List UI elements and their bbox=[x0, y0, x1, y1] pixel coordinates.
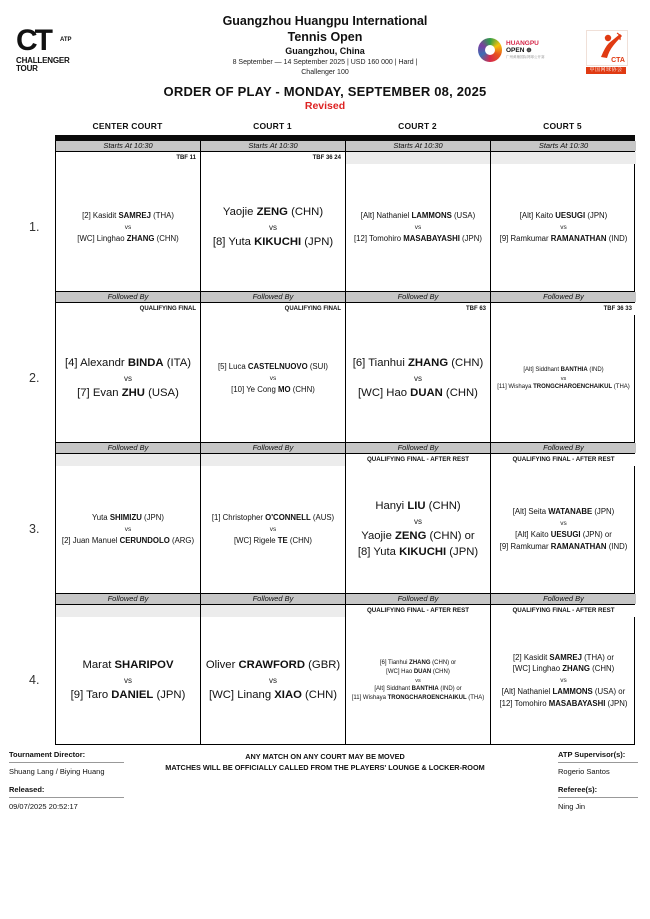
player-side-1 bbox=[361, 210, 475, 222]
player-side-1 bbox=[82, 657, 173, 674]
referee-value: Ning Jin bbox=[558, 802, 586, 811]
vs-label: vs bbox=[560, 375, 567, 382]
player-name: [6] Tianhui ZHANG (CHN) bbox=[352, 357, 484, 370]
followed-by-bar: Followed By bbox=[201, 443, 346, 453]
player-name: [7] Evan ZHU (USA) bbox=[77, 387, 179, 399]
released-value: 09/07/2025 20:52:17 bbox=[9, 802, 78, 811]
player-side-1 bbox=[513, 652, 614, 675]
player-side-2 bbox=[209, 687, 337, 704]
player-name: Yuta SHIMIZU (JPN) bbox=[92, 513, 164, 523]
player-name: [WC] Rigele TE (CHN) bbox=[234, 536, 312, 545]
followed-by-bar: Followed By bbox=[56, 594, 201, 604]
row-number: 4. bbox=[29, 672, 40, 687]
vs-label: vs bbox=[414, 224, 422, 231]
huangpu-label: HUANGPU bbox=[506, 39, 539, 47]
player-side-2 bbox=[500, 686, 628, 709]
player-name: [8] Yuta KIKUCHI (JPN) bbox=[212, 236, 334, 248]
tournament-location: Guangzhou, China bbox=[285, 46, 365, 57]
player-side-1 bbox=[223, 204, 323, 221]
match bbox=[56, 466, 200, 593]
match-round-tag bbox=[491, 152, 636, 164]
player-side-1 bbox=[206, 657, 340, 674]
player-name: [WC] Linghao ZHANG (CHN) bbox=[512, 664, 615, 674]
match-round-tag bbox=[201, 605, 345, 617]
player-side-2 bbox=[62, 535, 194, 547]
notice-line2: MATCHES WILL BE OFFICIALLY CALLED FROM THE PLAYERS' LOUNGE & LOCKER-ROOM bbox=[165, 763, 485, 773]
cta-logo bbox=[586, 30, 626, 74]
player-name: [WC] Linghao ZHANG (CHN) bbox=[77, 234, 179, 243]
tournament-details-line2: Challenger 100 bbox=[301, 69, 349, 77]
player-side-2 bbox=[234, 535, 312, 547]
row-number: 3. bbox=[29, 521, 40, 536]
followed-by-bar: Followed By bbox=[56, 292, 201, 302]
match-round-tag: QUALIFYING FINAL - AFTER REST bbox=[346, 605, 490, 617]
match bbox=[346, 466, 490, 593]
match-round-tag: TBF 11 bbox=[56, 152, 200, 164]
player-name: [9] Taro DANIEL (JPN) bbox=[70, 689, 186, 701]
order-row-3 bbox=[29, 454, 635, 593]
divider bbox=[9, 762, 124, 763]
player-name: [1] Christopher O'CONNELL (AUS) bbox=[211, 513, 335, 523]
followed-by-row bbox=[55, 593, 635, 605]
player-name: [11] Wishaya TRONGCHAROENCHAIKUL (THA) bbox=[497, 383, 630, 390]
player-name: Yaojie ZENG (CHN) or bbox=[361, 529, 475, 542]
player-name: [9] Ramkumar RAMANATHAN (IND) bbox=[499, 234, 628, 243]
match bbox=[56, 164, 200, 291]
match-cell bbox=[346, 605, 491, 744]
court-header-court-2: COURT 2 bbox=[398, 121, 437, 131]
followed-by-bar: Followed By bbox=[346, 443, 491, 453]
player-side-1 bbox=[375, 498, 460, 515]
match-cell bbox=[491, 454, 636, 593]
vs-label: vs bbox=[415, 677, 421, 684]
starts-at-bar: Starts At 10:30 bbox=[201, 141, 346, 151]
match-round-tag: TBF 63 bbox=[346, 303, 490, 315]
vs-label: vs bbox=[414, 374, 422, 383]
player-name: [WC] Linang XIAO (CHN) bbox=[208, 689, 338, 701]
player-side-1 bbox=[380, 659, 456, 677]
match-cell bbox=[346, 303, 491, 442]
row-number: 2. bbox=[29, 370, 40, 385]
player-side-2 bbox=[500, 529, 628, 552]
player-name: [9] Ramkumar RAMANATHAN (IND) bbox=[499, 541, 628, 551]
player-name: [12] Tomohiro MASABAYASHI (JPN) bbox=[499, 698, 628, 708]
court-header-court-5: COURT 5 bbox=[543, 121, 582, 131]
order-row-1 bbox=[29, 152, 635, 291]
player-side-1 bbox=[82, 210, 174, 222]
player-side-2 bbox=[358, 385, 478, 402]
vs-label: vs bbox=[269, 223, 277, 232]
vs-label: vs bbox=[560, 224, 567, 231]
player-name: Oliver CRAWFORD (GBR) bbox=[205, 659, 341, 672]
player-name: [Alt] Seita WATANABE (JPN) bbox=[512, 507, 615, 517]
player-name: [WC] Hao DUAN (CHN) bbox=[358, 387, 478, 399]
order-row-4 bbox=[29, 605, 635, 744]
player-name: [5] Luca CASTELNUOVO (SUI) bbox=[217, 362, 329, 372]
player-name: [4] Alexandr BINDA (ITA) bbox=[65, 357, 191, 370]
match bbox=[201, 164, 345, 291]
match-cell bbox=[56, 605, 201, 744]
tour-label: TOUR bbox=[16, 64, 38, 74]
vs-label: vs bbox=[269, 375, 277, 382]
player-name: [6] Tianhui ZHANG (CHN) or bbox=[379, 659, 457, 666]
player-side-2 bbox=[352, 685, 485, 703]
match-cell bbox=[201, 454, 346, 593]
starts-at-bar: Starts At 10:30 bbox=[346, 141, 491, 151]
order-row-2 bbox=[29, 303, 635, 442]
revised-label: Revised bbox=[304, 100, 346, 112]
followed-by-bar: Followed By bbox=[346, 292, 491, 302]
match-round-tag: QUALIFYING FINAL bbox=[201, 303, 345, 315]
match bbox=[346, 164, 490, 291]
player-name: [11] Wishaya TRONGCHAROENCHAIKUL (THA) bbox=[351, 694, 485, 701]
match bbox=[491, 617, 636, 744]
match bbox=[201, 466, 345, 593]
tournament-name-line2: Tennis Open bbox=[287, 29, 363, 44]
match-round-tag bbox=[201, 454, 345, 466]
match bbox=[201, 617, 345, 744]
match bbox=[201, 315, 345, 442]
match bbox=[346, 315, 490, 442]
referee-label: Referee(s): bbox=[558, 785, 598, 794]
court-header-center-court: CENTER COURT bbox=[92, 121, 163, 131]
player-side-1 bbox=[513, 506, 615, 518]
notice-line1: ANY MATCH ON ANY COURT MAY BE MOVED bbox=[245, 752, 405, 761]
player-name: Hanyi LIU (CHN) bbox=[375, 499, 461, 512]
player-side-2 bbox=[71, 687, 186, 704]
huangpu-open-logo bbox=[478, 38, 545, 62]
match-cell bbox=[201, 303, 346, 442]
match-cell bbox=[201, 605, 346, 744]
player-name: [2] Juan Manuel CERUNDOLO (ARG) bbox=[61, 536, 195, 545]
player-name: [12] Tomohiro MASABAYASHI (JPN) bbox=[354, 234, 482, 243]
vs-label: vs bbox=[269, 526, 277, 533]
order-of-play-table bbox=[29, 135, 635, 745]
player-side-2 bbox=[77, 385, 179, 402]
tournament-details-line1: 8 September — 14 September 2025 | USD 160 000 | Hard | bbox=[232, 59, 418, 67]
player-name: [10] Ye Cong MO (CHN) bbox=[231, 385, 315, 394]
match bbox=[56, 617, 200, 744]
player-side-2 bbox=[77, 233, 178, 245]
released-label: Released: bbox=[9, 785, 45, 794]
atp-supervisor-label: ATP Supervisor(s): bbox=[558, 750, 626, 759]
followed-by-bar: Followed By bbox=[346, 594, 491, 604]
player-side-1 bbox=[520, 210, 608, 222]
followed-by-bar: Followed By bbox=[201, 594, 346, 604]
tournament-director-value: Shuang Lang / Biying Huang bbox=[9, 767, 105, 776]
court-headers bbox=[55, 121, 635, 131]
player-name: [Alt] Kaito UESUGI (JPN) or bbox=[515, 530, 612, 540]
followed-by-bar: Followed By bbox=[56, 443, 201, 453]
challenger-label: CHALLENGER bbox=[16, 56, 70, 65]
match-round-tag: QUALIFYING FINAL - AFTER REST bbox=[491, 605, 636, 617]
player-name: Yaojie ZENG (CHN) bbox=[222, 206, 324, 219]
starts-at-bar: Starts At 10:30 bbox=[56, 141, 201, 151]
open-label: OPEN ⊕ bbox=[506, 47, 532, 54]
starts-at-bar: Starts At 10:30 bbox=[491, 141, 636, 151]
match bbox=[491, 466, 636, 593]
vs-label: vs bbox=[124, 526, 132, 533]
player-name: Marat SHARIPOV bbox=[82, 659, 174, 672]
player-name: [2] Kasidit SAMREJ (THA) or bbox=[513, 652, 614, 662]
player-side-1 bbox=[218, 361, 328, 373]
player-side-2 bbox=[213, 234, 333, 251]
match bbox=[491, 164, 636, 291]
vs-label: vs bbox=[124, 224, 132, 231]
match-round-tag bbox=[56, 454, 200, 466]
match-round-tag: QUALIFYING FINAL bbox=[56, 303, 200, 315]
divider bbox=[558, 797, 638, 798]
player-name: [Alt] Siddhant BANTHIA (IND) or bbox=[374, 685, 462, 692]
player-side-2 bbox=[358, 528, 478, 562]
player-name: [Alt] Siddhant BANTHIA (IND) bbox=[523, 366, 604, 373]
player-side-2 bbox=[500, 233, 628, 245]
match-round-tag bbox=[56, 605, 200, 617]
match-cell bbox=[56, 303, 201, 442]
tournament-header bbox=[0, 14, 650, 78]
match-cell bbox=[56, 454, 201, 593]
starts-at-row bbox=[55, 141, 635, 152]
match-cell bbox=[201, 152, 346, 291]
huangpu-chinese-label: 广州黄埔国际网球公开赛 bbox=[506, 55, 545, 60]
vs-label: vs bbox=[269, 676, 277, 685]
divider bbox=[9, 797, 124, 798]
cta-player-icon: CTA bbox=[586, 30, 628, 66]
match-round-tag: TBF 36 33 bbox=[491, 303, 636, 315]
vs-label: vs bbox=[124, 374, 132, 383]
vs-label: vs bbox=[414, 516, 422, 526]
match-cell bbox=[491, 152, 636, 291]
player-side-1 bbox=[65, 355, 191, 372]
player-side-1 bbox=[92, 512, 164, 524]
vs-label: vs bbox=[124, 676, 132, 685]
followed-by-row bbox=[55, 442, 635, 454]
tournament-name-line1: Guangzhou Huangpu International bbox=[222, 14, 428, 28]
followed-by-row bbox=[55, 291, 635, 303]
match bbox=[491, 315, 636, 442]
match-cell bbox=[56, 152, 201, 291]
followed-by-bar: Followed By bbox=[491, 443, 636, 453]
vs-label: vs bbox=[560, 677, 567, 684]
match bbox=[346, 617, 490, 744]
match-round-tag bbox=[346, 152, 490, 164]
player-side-2 bbox=[354, 233, 482, 245]
huangpu-flower-icon bbox=[478, 38, 502, 62]
player-name: [WC] Hao DUAN (CHN) bbox=[386, 668, 450, 675]
divider bbox=[558, 762, 638, 763]
court-header-court-1: COURT 1 bbox=[253, 121, 292, 131]
footer-notice bbox=[125, 751, 525, 774]
player-name: [Alt] Nathaniel LAMMONS (USA) bbox=[360, 211, 476, 221]
match-cell bbox=[346, 152, 491, 291]
match bbox=[56, 315, 200, 442]
match-round-tag: QUALIFYING FINAL - AFTER REST bbox=[346, 454, 490, 466]
tournament-director-label: Tournament Director: bbox=[9, 750, 86, 759]
followed-by-bar: Followed By bbox=[491, 292, 636, 302]
row-number: 1. bbox=[29, 219, 40, 234]
match-cell bbox=[491, 303, 636, 442]
ct-monogram-icon: CT ATP bbox=[16, 24, 72, 57]
player-side-2 bbox=[231, 384, 315, 396]
followed-by-bar: Followed By bbox=[201, 292, 346, 302]
cta-chinese-label: 中国网球协会 bbox=[586, 67, 626, 74]
order-of-play-title: ORDER OF PLAY - MONDAY, SEPTEMBER 08, 2025 bbox=[163, 84, 487, 99]
player-name: [Alt] Kaito UESUGI (JPN) bbox=[519, 211, 608, 221]
player-side-1 bbox=[353, 355, 484, 372]
atp-supervisor-value: Rogerio Santos bbox=[558, 767, 610, 776]
player-side-2 bbox=[497, 383, 630, 392]
vs-label: vs bbox=[560, 520, 567, 528]
match-cell bbox=[491, 605, 636, 744]
match-cell bbox=[346, 454, 491, 593]
player-side-1 bbox=[523, 366, 603, 375]
player-name: [2] Kasidit SAMREJ (THA) bbox=[82, 211, 174, 221]
player-name: [Alt] Nathaniel LAMMONS (USA) or bbox=[501, 687, 626, 696]
player-side-1 bbox=[212, 512, 334, 524]
match-round-tag: QUALIFYING FINAL - AFTER REST bbox=[491, 454, 636, 466]
followed-by-bar: Followed By bbox=[491, 594, 636, 604]
player-name: [8] Yuta KIKUCHI (JPN) bbox=[357, 546, 479, 559]
match-round-tag: TBF 36 24 bbox=[201, 152, 345, 164]
